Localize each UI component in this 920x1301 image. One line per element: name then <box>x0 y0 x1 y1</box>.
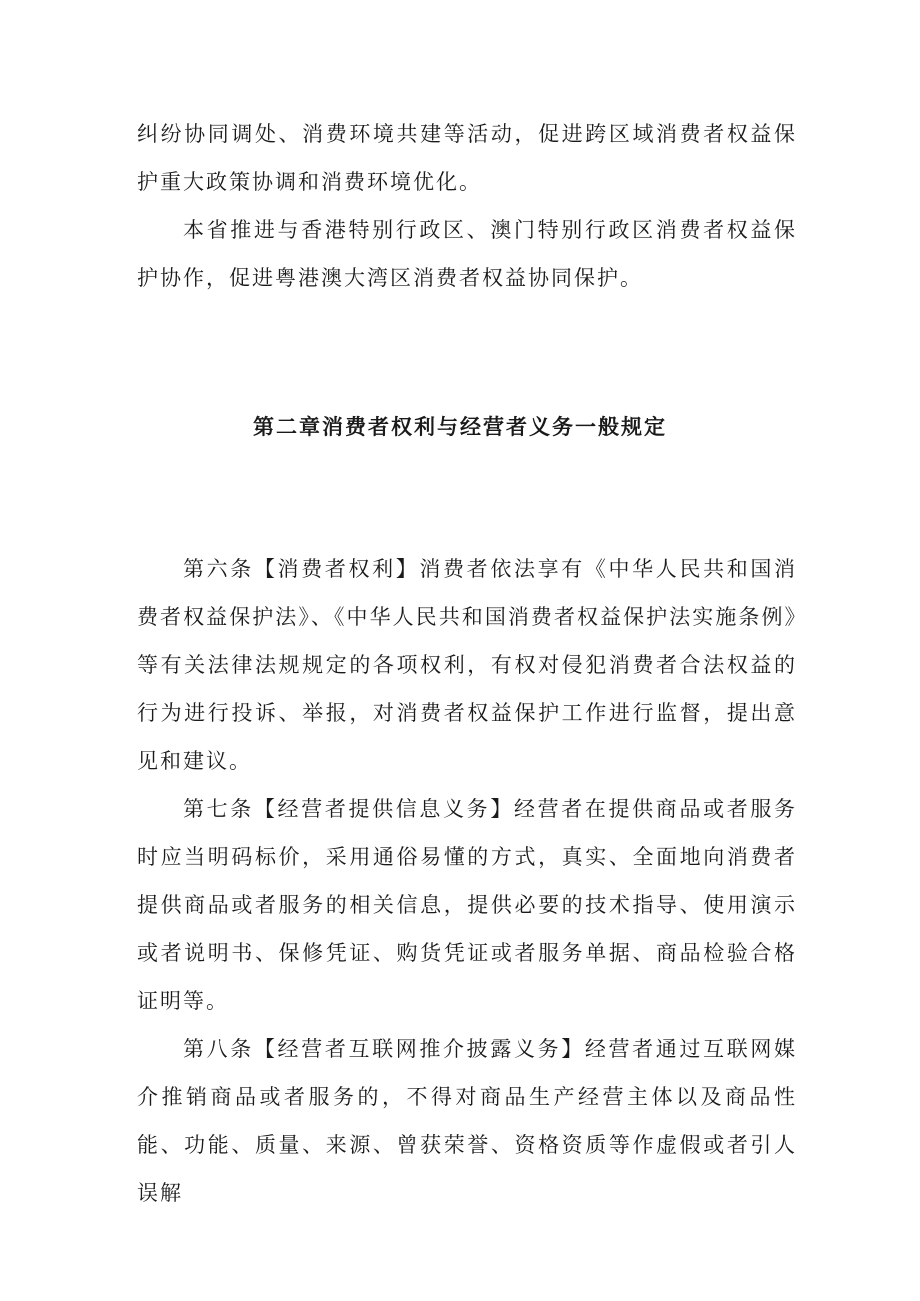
chapter-title: 第二章消费者权利与经营者义务一般规定 <box>253 414 667 439</box>
paragraph-continuation: 纠纷协同调处、消费环境共建等活动，促进跨区域消费者权益保护重大政策协调和消费环境优化。 <box>137 122 797 194</box>
article-7: 第七条【经营者提供信息义务】经营者在提供商品或者服务时应当明码标价，采用通俗易懂的方式，真实、全面地向消费者提供商品或者服务的相关信息，提供必要的技术指导、使用演示或者说明书、保修凭证、购货凭证或者服务单据、商品检验合格证明等。 <box>137 797 797 1013</box>
article-8: 第八条【经营者互联网推介披露义务】经营者通过互联网媒介推销商品或者服务的，不得对商品生产经营主体以及商品性能、功能、质量、来源、曾获荣誉、资格资质等作虚假或者引人误解 <box>137 1037 797 1205</box>
article-6: 第六条【消费者权利】消费者依法享有《中华人民共和国消费者权益保护法》、《中华人民共和国消费者权益保护法实施条例》等有关法律法规规定的各项权利，有权对侵犯消费者合法权益的行为进行投诉、举报，对消费者权益保护工作进行监督，提出意见和建议。 <box>137 557 797 773</box>
paragraph-hk-macao-cooperation: 本省推进与香港特别行政区、澳门特别行政区消费者权益保护协作，促进粤港澳大湾区消费者权益协同保护。 <box>137 218 797 290</box>
